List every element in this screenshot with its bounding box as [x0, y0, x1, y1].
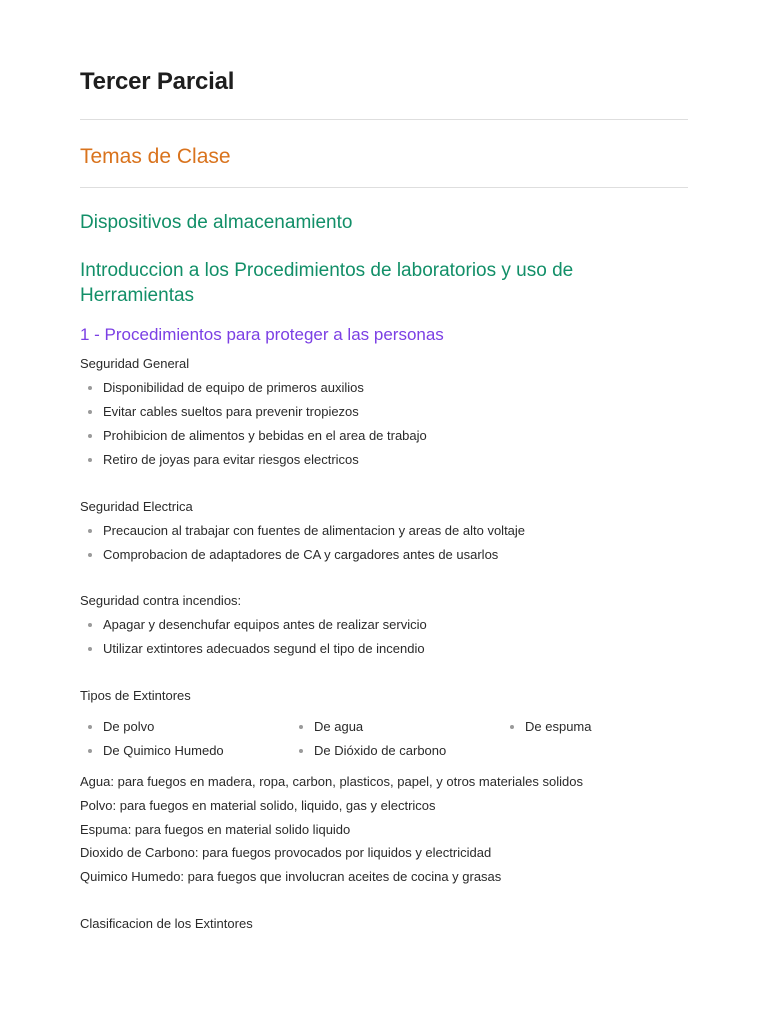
list-item-text: Prohibicion de alimentos y bebidas en el area de trabajo	[103, 428, 427, 443]
section-divider	[80, 187, 688, 188]
bullet-icon	[88, 553, 92, 557]
bullet-icon	[88, 434, 92, 438]
bullet-icon	[88, 725, 92, 729]
list-item-text: De polvo	[103, 719, 155, 734]
bullet-icon	[88, 458, 92, 462]
list-item-text: Retiro de joyas para evitar riesgos electricos	[103, 452, 359, 467]
bullet-icon	[299, 749, 303, 753]
list-item	[291, 719, 502, 735]
extinguisher-types-grid	[80, 719, 714, 759]
list-item	[80, 743, 291, 759]
description-wet-chemical: Quimico Humedo: para fuegos que involucran aceites de cocina y grasas	[80, 869, 502, 884]
extinguisher-types-label: Tipos de Extintores	[80, 688, 191, 703]
group-label-fire: Seguridad contra incendios:	[80, 593, 242, 608]
fire-safety-list	[80, 617, 427, 665]
bullet-icon	[88, 529, 92, 533]
list-item	[80, 719, 291, 735]
list-item-text: Disponibilidad de equipo de primeros auxilios	[103, 380, 364, 395]
description-powder: Polvo: para fuegos en material solido, liquido, gas y electricos	[80, 798, 436, 813]
list-item-text: Apagar y desenchufar equipos antes de realizar servicio	[103, 617, 427, 632]
list-item	[80, 547, 525, 571]
bullet-icon	[88, 386, 92, 390]
list-item-text: De Dióxido de carbono	[314, 743, 447, 758]
bullet-icon	[88, 410, 92, 414]
list-item	[80, 617, 427, 641]
list-item	[291, 743, 502, 759]
bullet-icon	[88, 623, 92, 627]
bullet-icon	[299, 725, 303, 729]
list-item-text: Comprobacion de adaptadores de CA y cargadores antes de usarlos	[103, 547, 499, 562]
page-title: Tercer Parcial	[80, 68, 235, 95]
bullet-icon	[510, 725, 514, 729]
general-safety-list	[80, 380, 427, 476]
bullet-icon	[88, 749, 92, 753]
list-item	[80, 404, 427, 428]
list-item	[80, 428, 427, 452]
topic-heading-lab-procedures: Introduccion a los Procedimientos de laboratorios y uso de Herramientas	[80, 260, 574, 306]
description-co2: Dioxido de Carbono: para fuegos provocados por liquidos y electricidad	[80, 845, 492, 860]
section-title: Temas de Clase	[80, 145, 231, 168]
group-label-general: Seguridad General	[80, 356, 190, 371]
topic-heading-storage: Dispositivos de almacenamiento	[80, 212, 353, 233]
description-foam: Espuma: para fuegos en material solido liquido	[80, 822, 351, 837]
list-item	[502, 719, 714, 735]
list-item-text: Utilizar extintores adecuados segund el tipo de incendio	[103, 641, 425, 656]
description-water: Agua: para fuegos en madera, ropa, carbon, plasticos, papel, y otros materiales solidos	[80, 774, 583, 789]
list-item	[80, 641, 427, 665]
list-item-text: Precaucion al trabajar con fuentes de alimentacion y areas de alto voltaje	[103, 523, 526, 538]
list-item	[80, 380, 427, 404]
list-item-text: Evitar cables sueltos para prevenir tropiezos	[103, 404, 359, 419]
list-item-text: De espuma	[525, 719, 592, 734]
list-item-text: De agua	[314, 719, 364, 734]
subtopic-heading: 1 - Procedimientos para proteger a las personas	[80, 325, 444, 344]
group-label-electrical: Seguridad Electrica	[80, 499, 193, 514]
list-item	[80, 452, 427, 476]
title-divider	[80, 119, 688, 120]
list-item-text: De Quimico Humedo	[103, 743, 224, 758]
classification-label: Clasificacion de los Extintores	[80, 916, 253, 931]
list-item	[80, 523, 525, 547]
bullet-icon	[88, 647, 92, 651]
electrical-safety-list	[80, 523, 525, 571]
